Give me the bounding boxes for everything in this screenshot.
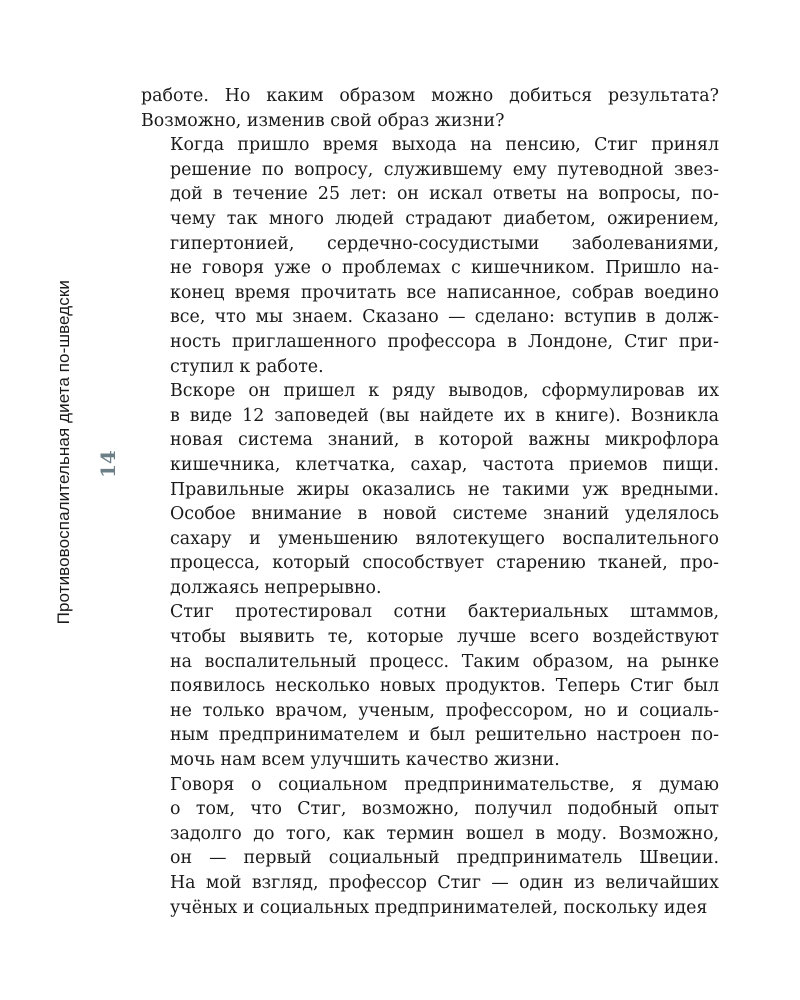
text-line: чему так много людей страдают диабетом, ожирением, xyxy=(170,208,719,229)
paragraph xyxy=(141,84,719,133)
text-line: кишечника, клетчатка, сахар, частота приемов пищи. xyxy=(170,454,719,475)
text-line: сахару и уменьшению вялотекущего воспалительного xyxy=(170,528,719,549)
text-line: процесса, который способствует старению тканей, про- xyxy=(170,553,719,574)
text-line: ступил к работе. xyxy=(170,356,324,377)
text-line: На мой взгляд, профессор Стиг — один из величайших xyxy=(170,873,719,893)
text-line: не только врачом, ученым, профессором, но и социаль- xyxy=(170,700,719,721)
paragraph xyxy=(141,379,719,600)
text-line: Стиг протестировал сотни бактериальных штаммов, xyxy=(170,602,719,623)
text-line: должаясь непрерывно. xyxy=(170,577,382,598)
text-line: Особое внимание в новой системе знаний уделялось xyxy=(170,504,719,525)
paragraph xyxy=(141,133,719,379)
text-line: работе. Но каким образом можно добиться результата? xyxy=(141,86,719,106)
text-line: решение по вопросу, служившему ему путеводной звез- xyxy=(170,159,719,180)
text-line: Говоря о социальном предпринимательстве, я думаю xyxy=(170,774,719,795)
text-line: ность приглашенного профессора в Лондоне, Стиг при- xyxy=(170,331,719,352)
text-line: чтобы выявить те, которые лучше всего воздействуют xyxy=(170,627,719,648)
text-line: о том, что Стиг, возможно, получил подобный опыт xyxy=(170,799,719,820)
text-line: на воспалительный процесс. Таким образом, на рынке xyxy=(170,651,719,672)
body-text xyxy=(141,84,719,920)
text-line: Когда пришло время выхода на пенсию, Стиг принял xyxy=(170,135,719,156)
text-line: ным предпринимателем и был решительно настроен по- xyxy=(170,725,719,746)
text-line: дой в течение 25 лет: он искал ответы на вопросы, по- xyxy=(170,184,719,205)
paragraph xyxy=(141,773,719,921)
text-line: все, что мы знаем. Сказано — сделано: вступив в долж- xyxy=(170,307,719,328)
text-line: Правильные жиры оказались не такими уж вредными. xyxy=(170,479,719,500)
text-line: он — первый социальный предприниматель Швеции. xyxy=(170,848,719,869)
text-line: задолго до того, как термин вошел в моду. Возможно, xyxy=(170,823,719,844)
text-line: в виде 12 заповедей (вы найдете их в книге). Возникла xyxy=(170,405,719,426)
text-line: учёных и социальных предпринимателей, поскольку идея xyxy=(170,897,708,918)
text-line: не говоря уже о проблемах с кишечником. Пришло на- xyxy=(170,258,719,279)
text-line: Вскоре он пришел к ряду выводов, сформулировав их xyxy=(170,381,719,402)
text-line: новая система знаний, в которой важны микрофлора xyxy=(170,430,719,451)
page-number: 14 xyxy=(96,450,120,478)
paragraph xyxy=(141,600,719,772)
text-line: Возможно, изменив свой образ жизни? xyxy=(141,110,505,131)
text-line: появилось несколько новых продуктов. Теперь Стиг был xyxy=(170,676,719,697)
text-line: мочь нам всем улучшить качество жизни. xyxy=(170,750,560,771)
running-header xyxy=(34,280,94,680)
text-line: гипертонией, сердечно-сосудистыми заболеваниями, xyxy=(170,233,719,254)
text-line: конец время прочитать все написанное, собрав воедино xyxy=(170,282,719,303)
running-title: Противовоспалительная диета по-шведски xyxy=(54,280,73,625)
